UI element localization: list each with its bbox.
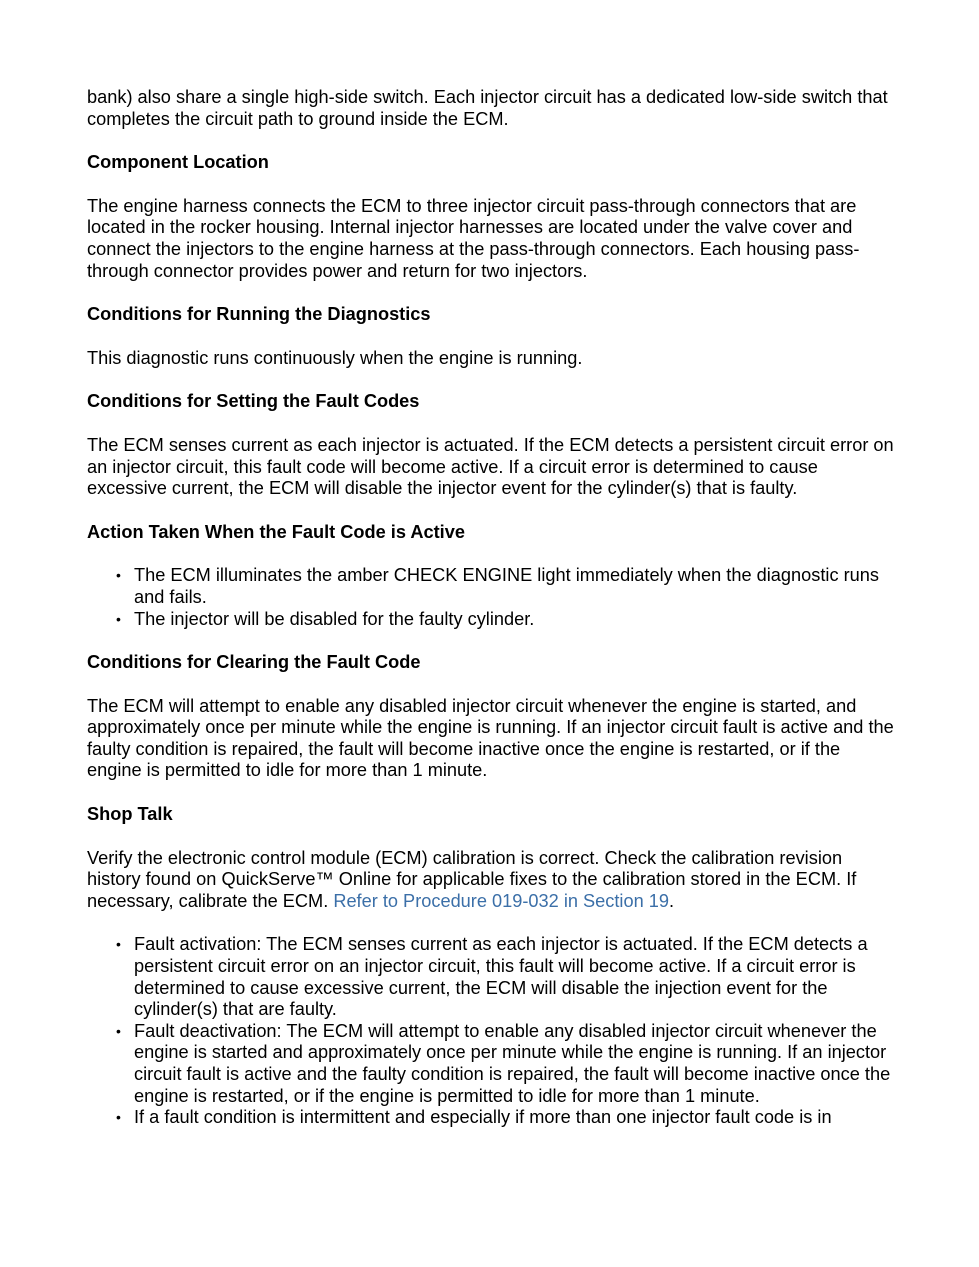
- intro-paragraph: bank) also share a single high-side switch. Each injector circuit has a dedicated low-side switch that completes the circuit path to ground inside the ECM.: [87, 87, 888, 129]
- shop-talk-list: [87, 934, 899, 1128]
- bullet-icon: •: [116, 936, 121, 953]
- shop-talk-heading: Shop Talk: [87, 804, 173, 825]
- conditions-setting-heading: Conditions for Setting the Fault Codes: [87, 391, 420, 412]
- list-item: [116, 1107, 899, 1129]
- list-item: [116, 1020, 899, 1107]
- list-item-text: The ECM illuminates the amber CHECK ENGINE light immediately when the diagnostic runs and fails.: [134, 565, 879, 607]
- list-item: [116, 565, 899, 608]
- procedure-link[interactable]: Refer to Procedure 019-032 in Section 19: [333, 890, 669, 911]
- conditions-clearing-text: The ECM will attempt to enable any disabled injector circuit whenever the engine is started, and approximately once per minute while the engine is running. If an injector circuit fault is active and the faulty condition is repaired, the fault will become inactive once the engine is restarted, or if the engine is permitted to idle for more than 1 minute.: [87, 695, 894, 781]
- shop-talk-text-after-link: .: [668, 890, 675, 911]
- action-taken-list: [87, 565, 899, 630]
- document-page: [87, 87, 899, 1151]
- bullet-icon: •: [116, 610, 121, 627]
- shop-talk-text: [87, 848, 899, 913]
- shop-talk-text-before-link: Verify the electronic control module (ECM) calibration is correct. Check the calibration revision history found on QuickServe™ Online for applicable fixes to the calibration stored in the ECM. If necessary, calibrate the ECM.: [87, 847, 857, 911]
- list-item: [116, 934, 899, 1020]
- component-location-heading: Component Location: [87, 152, 269, 173]
- list-item-text: The injector will be disabled for the faulty cylinder.: [134, 608, 535, 629]
- conditions-setting-text: The ECM senses current as each injector is actuated. If the ECM detects a persistent circuit error on an injector circuit, this fault code will become active. If a circuit error is determined to cause excessive current, the ECM will disable the injector event for the cylinder(s) that is faulty.: [87, 434, 894, 499]
- conditions-running-heading: Conditions for Running the Diagnostics: [87, 304, 431, 325]
- bullet-icon: •: [116, 1109, 121, 1126]
- component-location-text: The engine harness connects the ECM to three injector circuit pass-through connectors that are located in the rocker housing. Internal injector harnesses are located under the valve cover and connect the injectors to the engine harness at the pass-through connectors. Each housing pass-through connector provides power and return for two injectors.: [87, 195, 860, 281]
- conditions-clearing-heading: Conditions for Clearing the Fault Code: [87, 652, 421, 673]
- list-item: [116, 608, 899, 631]
- action-taken-heading: Action Taken When the Fault Code is Active: [87, 521, 465, 542]
- bullet-icon: •: [116, 1022, 121, 1039]
- list-item-text: Fault activation: The ECM senses current as each injector is actuated. If the ECM detects a persistent circuit error on an injector circuit, this fault will become active. If a circuit error is determined to cause excessive current, the ECM will disable the injection event for the cylinder(s) that are faulty.: [134, 934, 868, 1020]
- list-item-text: If a fault condition is intermittent and especially if more than one injector fault code is in: [134, 1107, 832, 1128]
- bullet-icon: •: [116, 567, 121, 584]
- conditions-running-text: This diagnostic runs continuously when the engine is running.: [87, 347, 583, 368]
- list-item-text: Fault deactivation: The ECM will attempt to enable any disabled injector circuit whenever the engine is started and approximately once per minute while the engine is running. If an injector circuit fault is active and the faulty condition is repaired, the fault will become inactive once the engine is restarted, or if the engine is permitted to idle for more than 1 minute.: [134, 1020, 891, 1106]
